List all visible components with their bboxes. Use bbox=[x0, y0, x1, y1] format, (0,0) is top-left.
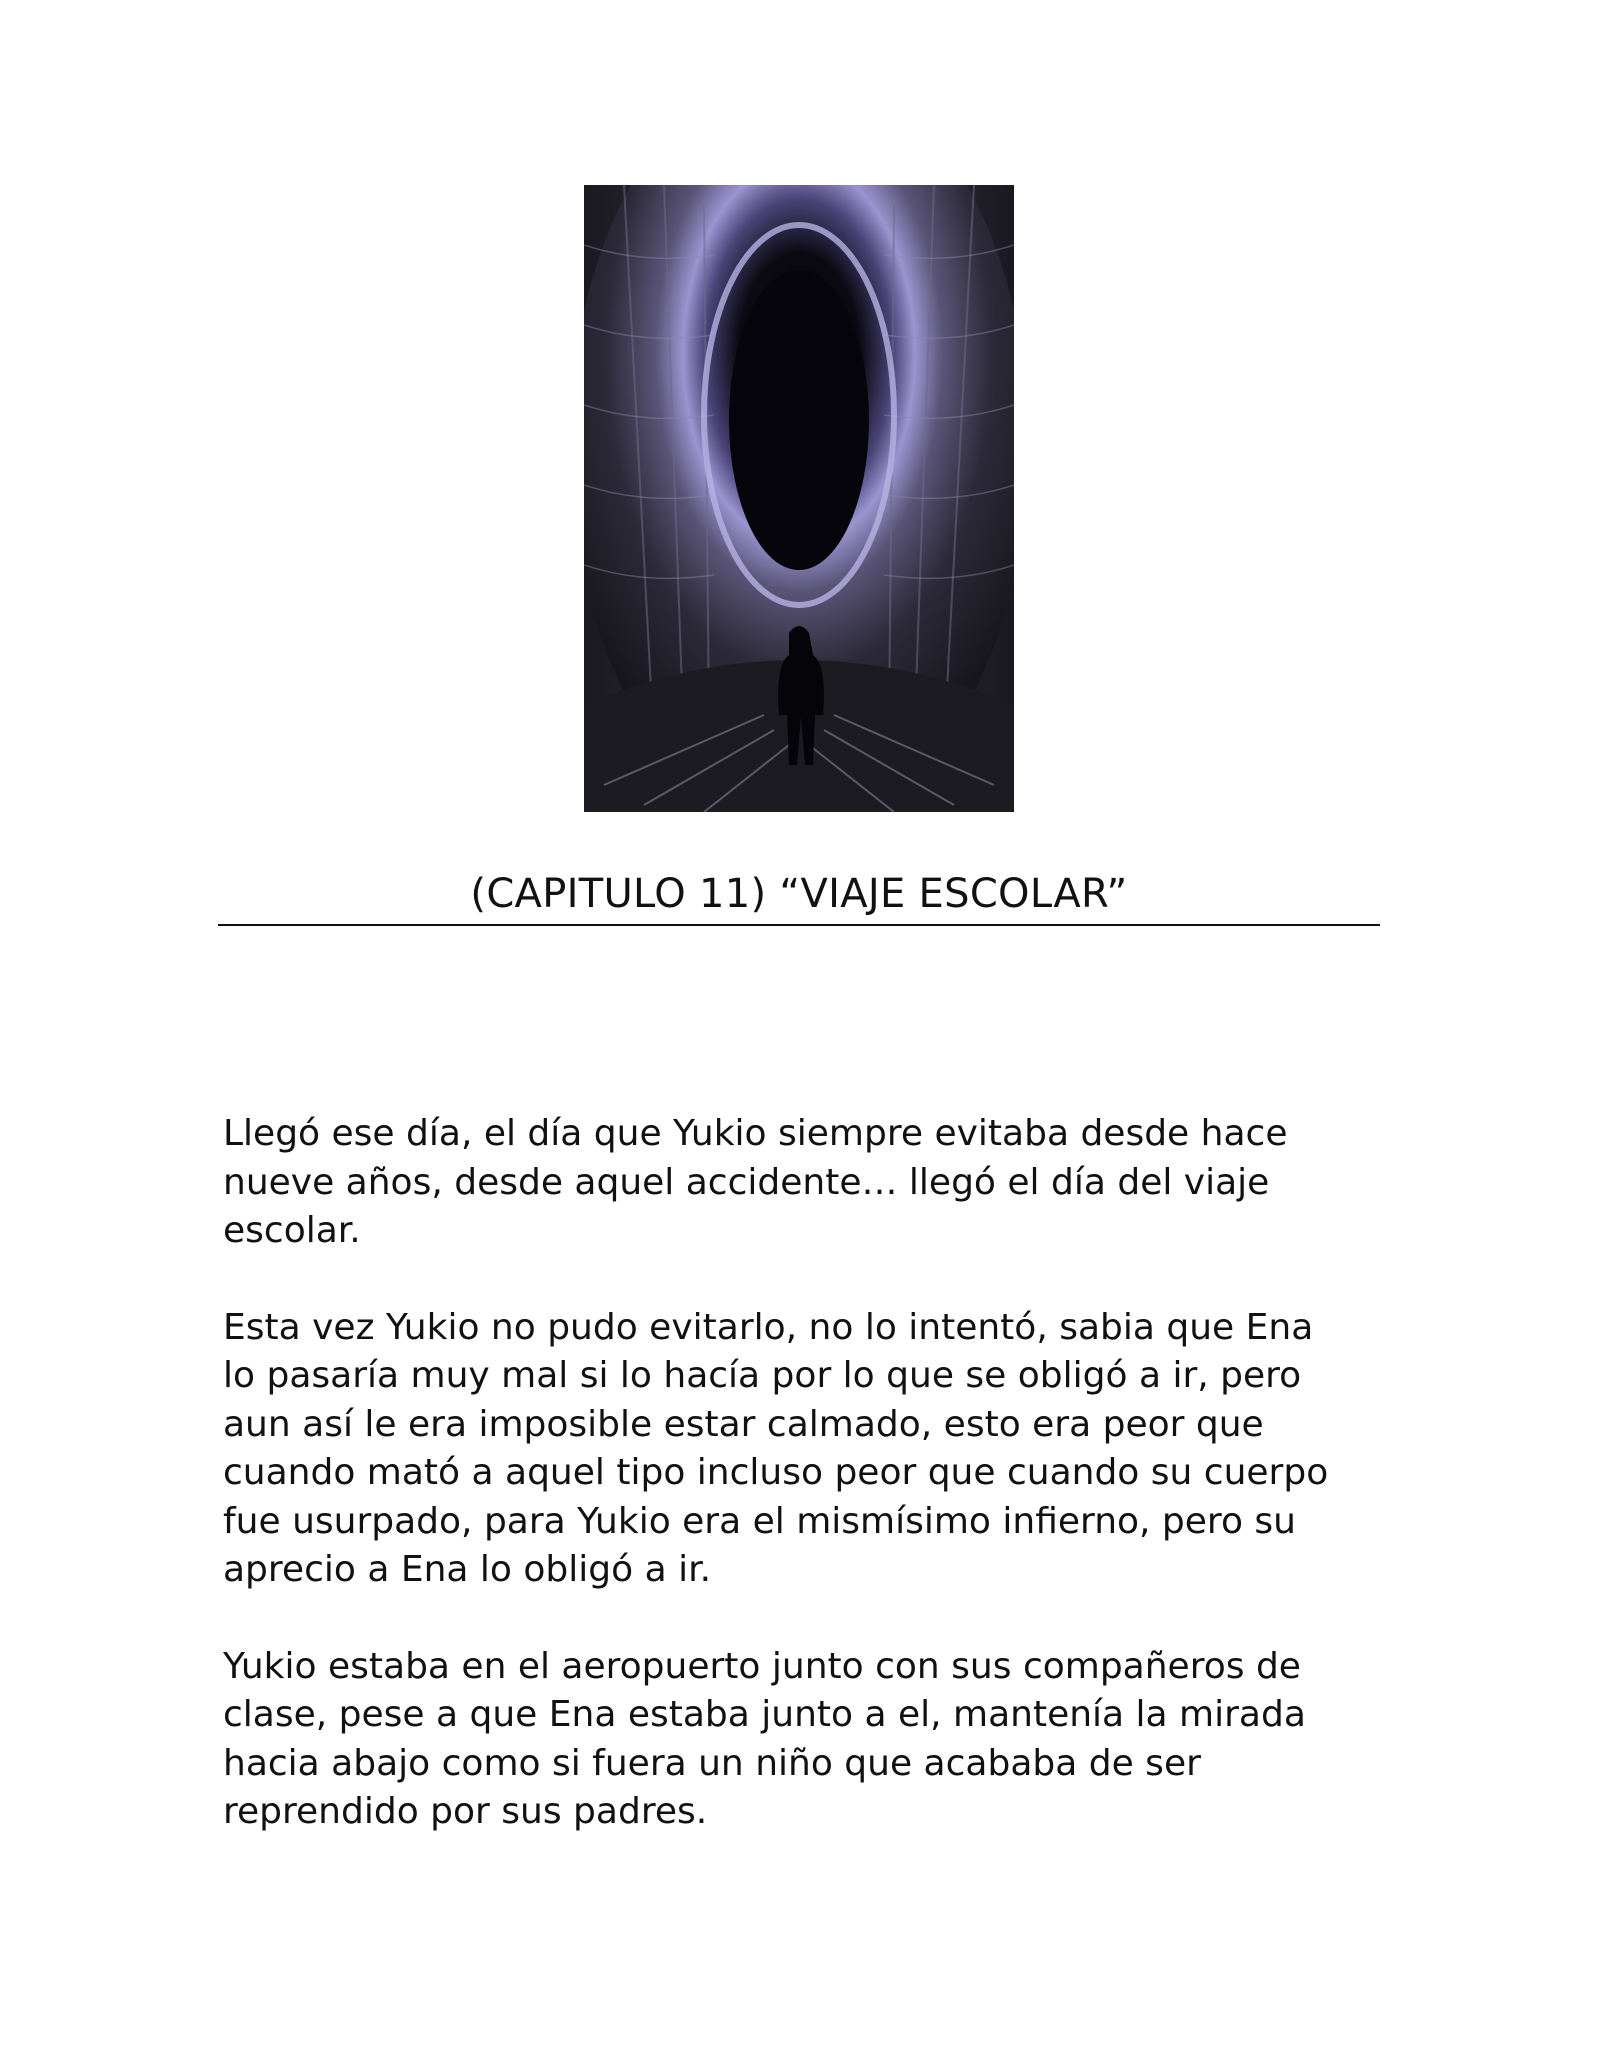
vortex-icon bbox=[584, 185, 1014, 812]
text-line: aun así le era imposible estar calmado, esto era peor que bbox=[223, 1403, 1264, 1445]
vortex-illustration bbox=[584, 185, 1014, 812]
text-line: Yukio estaba en el aeropuerto junto con sus compañeros de bbox=[223, 1645, 1301, 1687]
text-line: nueve años, desde aquel accidente… llegó el día del viaje bbox=[223, 1161, 1270, 1203]
paragraph bbox=[223, 1643, 1383, 1837]
title-underline bbox=[218, 924, 1380, 926]
text-line: Esta vez Yukio no pudo evitarlo, no lo intentó, sabia que Ena bbox=[223, 1306, 1314, 1348]
text-line: aprecio a Ena lo obligó a ir. bbox=[223, 1549, 712, 1590]
text-line: cuando mató a aquel tipo incluso peor que cuando su cuerpo bbox=[223, 1452, 1329, 1493]
text-line: lo pasaría muy mal si lo hacía por lo que se obligó a ir, pero bbox=[223, 1355, 1302, 1396]
paragraph bbox=[223, 1304, 1383, 1595]
text-line: Llegó ese día, el día que Yukio siempre evitaba desde hace bbox=[223, 1113, 1288, 1154]
chapter-body bbox=[223, 1110, 1383, 1885]
text-line: reprendido por sus padres. bbox=[223, 1791, 708, 1832]
text-line: fue usurpado, para Yukio era el mismísimo infierno, pero su bbox=[223, 1500, 1296, 1542]
text-line: clase, pese a que Ena estaba junto a el, mantenía la mirada bbox=[223, 1694, 1306, 1735]
paragraph bbox=[223, 1110, 1383, 1256]
text-line: escolar. bbox=[223, 1210, 361, 1251]
text-line: hacia abajo como si fuera un niño que acababa de ser bbox=[223, 1742, 1201, 1784]
chapter-title: (CAPITULO 11) “VIAJE ESCOLAR” bbox=[470, 871, 1128, 917]
